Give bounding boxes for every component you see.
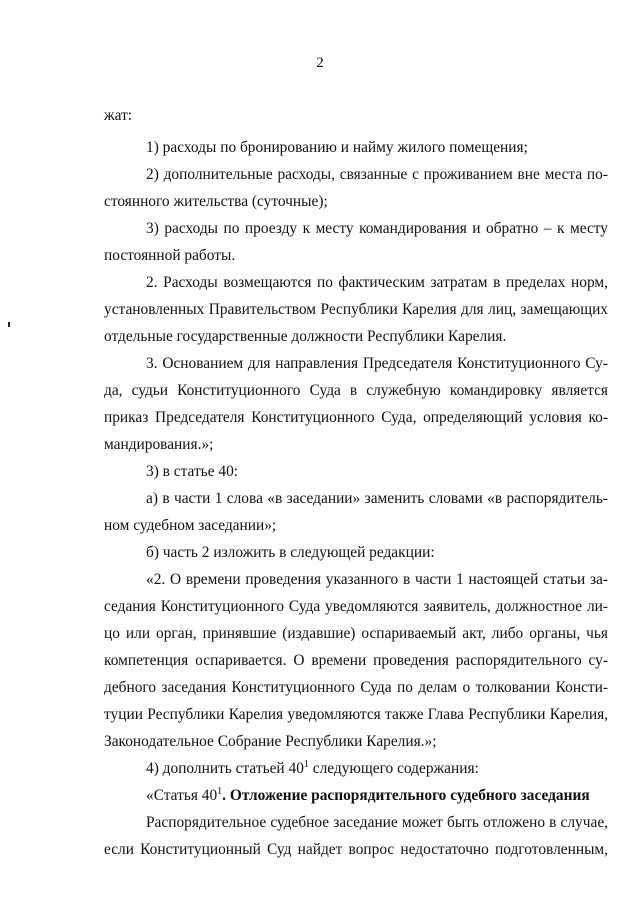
superscript: 1: [217, 785, 223, 797]
superscript: 1: [303, 758, 309, 770]
text-line: туции Республики Карелия уведомляются также Глава Республики Карелия,: [104, 706, 608, 723]
text-line: установленных Правительством Республики Карелия для лиц, замещающих: [104, 301, 608, 318]
article-heading: [146, 787, 590, 805]
text-line: стоянного жительства (суточные);: [104, 193, 328, 210]
text-line: а) в части 1 слова «в заседании» заменить словами «в распорядитель-: [146, 490, 608, 507]
text-line: 3. Основанием для направления Председателя Конституционного Су-: [146, 355, 608, 372]
text-fragment: следующего содержания:: [308, 760, 479, 777]
text-line: 1) расходы по бронированию и найму жилого помещения;: [146, 139, 528, 156]
text-line: компетенция оспаривается. О времени проведения распорядительного су-: [104, 652, 608, 669]
text-fragment: «Статья 40: [146, 787, 218, 804]
text-fragment: 4) дополнить статьей 40: [146, 760, 304, 777]
text-line: цо или орган, принявшие (издавшие) оспариваемый акт, либо органы, чья: [104, 625, 608, 642]
text-line: отдельные государственные должности Республики Карелия.: [104, 328, 507, 345]
text-line: жат:: [104, 107, 133, 124]
text-line: мандирования.»;: [104, 436, 214, 453]
text-line: «2. О времени проведения указанного в части 1 настоящей статьи за-: [146, 571, 608, 588]
text-line: Распорядительное судебное заседание может быть отложено в случае,: [146, 814, 608, 831]
text-line: [146, 760, 479, 778]
page-number: 2: [316, 55, 324, 71]
text-line: 2. Расходы возмещаются по фактическим затратам в пределах норм,: [146, 274, 608, 291]
text-line: Законодательное Собрание Республики Карелия.»;: [104, 733, 437, 750]
text-line: 3) в статье 40:: [146, 463, 239, 480]
text-line: постоянной работы.: [104, 247, 236, 264]
text-line: 3) расходы по проезду к месту командирования и обратно – к месту: [146, 220, 608, 237]
text-line: 2) дополнительные расходы, связанные с проживанием вне места по-: [146, 166, 608, 183]
text-line: да, судьи Конституционного Суда в служебную командировку является: [104, 382, 608, 399]
text-line: ном судебном заседании»;: [104, 517, 277, 534]
text-line: б) часть 2 изложить в следующей редакции:: [146, 544, 435, 561]
scan-mark: [8, 322, 10, 327]
text-line: дебного заседания Конституционного Суда по делам о толковании Консти-: [104, 679, 608, 696]
text-line: седания Конституционного Суда уведомляются заявитель, должностное ли-: [104, 598, 608, 615]
text-line: приказ Председателя Конституционного Суда, определяющий условия ко-: [104, 409, 608, 426]
text-line: если Конституционный Суд найдет вопрос недостаточно подготовленным,: [104, 841, 608, 858]
article-title: . Отложение распорядительного судебного заседания: [222, 787, 590, 804]
